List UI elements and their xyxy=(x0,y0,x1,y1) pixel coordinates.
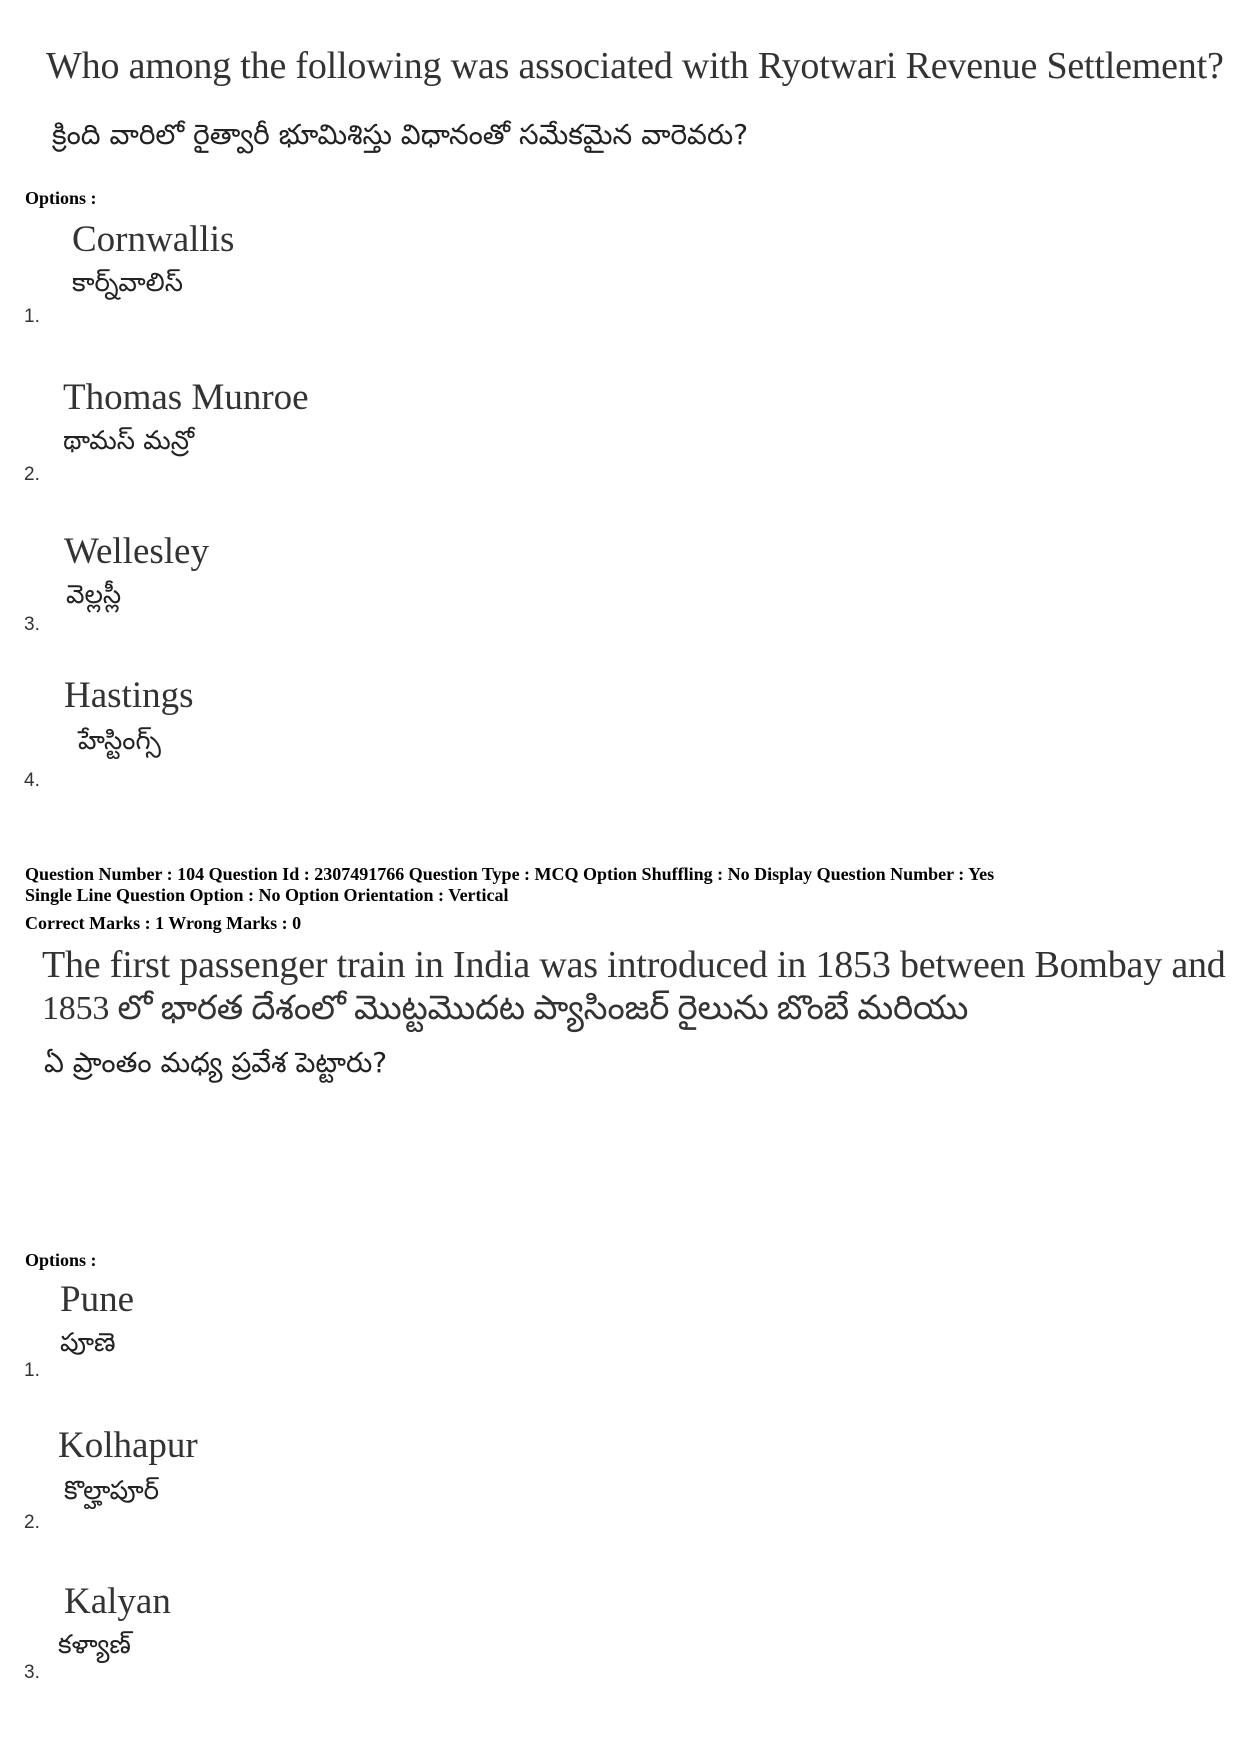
q1-option-4-te: హేస్టింగ్స్ xyxy=(78,726,161,756)
q2-option-1-en: Pune xyxy=(60,1279,134,1320)
q1-option-1-te: కార్న్‌వాలిస్ xyxy=(72,268,183,298)
q1-option-3-te: వెల్లస్లీ xyxy=(66,580,122,610)
question-meta-line-2: Single Line Question Option : No Option Orientation : Vertical xyxy=(25,885,509,905)
q2-option-2-number: 2. xyxy=(24,1512,40,1533)
question-1-text-te: క్రింది వారిలో రైత్వారీ భూమిశిస్తు విధానంతో సమేకమైన వారెవరు? xyxy=(52,118,749,151)
question-marks: Correct Marks : 1 Wrong Marks : 0 xyxy=(25,913,302,933)
q2-option-2-te: కొల్హాపూర్ xyxy=(64,1476,160,1506)
q1-option-2-en: Thomas Munroe xyxy=(63,377,309,418)
options-heading: Options : xyxy=(25,1250,97,1270)
q2-option-3-te: కళ్యాణ్ xyxy=(58,1630,131,1660)
question-2-text-te-line-1: 1853 లో భారత దేశంలో మొట్టమొదట ప్యాసింజర్ రైలును బొంబే మరియు xyxy=(42,990,969,1027)
q1-option-1-en: Cornwallis xyxy=(72,219,235,260)
q1-option-1-number: 1. xyxy=(24,306,40,327)
q1-option-2-te: థామస్ మన్రో xyxy=(63,426,195,456)
question-2-text-te-line-2: ఏ ప్రాంతం మధ్య ప్రవేశ పెట్టారు? xyxy=(44,1046,388,1079)
q1-option-3-en: Wellesley xyxy=(64,531,209,572)
q2-option-3-en: Kalyan xyxy=(64,1581,171,1622)
q1-option-4-number: 4. xyxy=(24,770,40,791)
q2-option-2-en: Kolhapur xyxy=(58,1425,198,1466)
q2-option-1-number: 1. xyxy=(24,1360,40,1381)
q2-option-3-number: 3. xyxy=(24,1662,40,1683)
options-heading: Options : xyxy=(25,188,97,208)
q1-option-4-en: Hastings xyxy=(64,675,194,716)
question-1-text-en: Who among the following was associated with Ryotwari Revenue Settlement? xyxy=(46,45,1224,87)
q2-option-1-te: పూణె xyxy=(60,1328,116,1358)
question-2-text-en: The first passenger train in India was introduced in 1853 between Bombay and xyxy=(42,944,1226,986)
question-meta-line-1: Question Number : 104 Question Id : 2307491766 Question Type : MCQ Option Shuffling : No Display Question Number : Yes xyxy=(25,864,995,884)
q1-option-2-number: 2. xyxy=(24,464,40,485)
q1-option-3-number: 3. xyxy=(24,614,40,635)
